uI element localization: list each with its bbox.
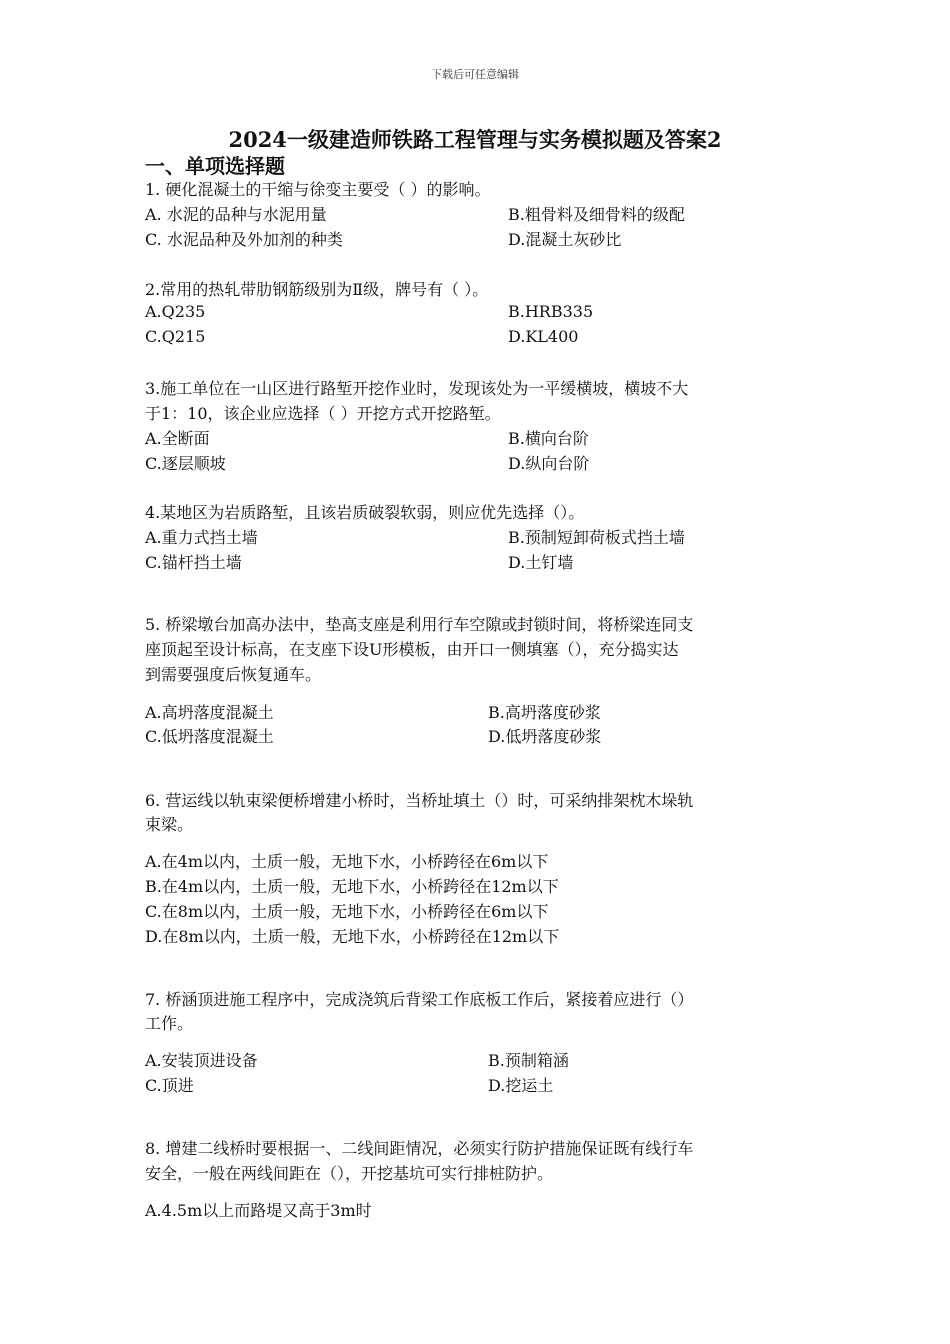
section-heading: 一、单项选择题: [145, 154, 285, 178]
document-title: 2024一级建造师铁路工程管理与实务模拟题及答案2: [228, 127, 722, 152]
question-5-stem-line-2: 座顶起至设计标高，在支座下设U形模板，由开口一侧填塞（），充分捣实达: [145, 640, 679, 659]
question-4-option-b: B.预制短卸荷板式挡土墙: [508, 528, 685, 547]
question-8-option-a: A.4.5m以上而路堤又高于3m时: [145, 1201, 372, 1220]
question-1-option-c: C. 水泥品种及外加剂的种类: [145, 230, 343, 249]
question-7-stem-line-2: 工作。: [145, 1014, 194, 1033]
question-3-option-c: C.逐层顺坡: [145, 454, 226, 473]
question-6-option-d: D.在8m以内，土质一般，无地下水，小桥跨径在12m以下: [145, 927, 560, 946]
question-1-stem: 1. 硬化混凝土的干缩与徐变主要受（ ）的影响。: [145, 180, 491, 199]
question-4-option-a: A.重力式挡土墙: [145, 528, 258, 547]
question-5-option-d: D.低坍落度砂浆: [488, 727, 602, 746]
question-6-option-a: A.在4m以内，土质一般，无地下水，小桥跨径在6m以下: [145, 852, 549, 871]
question-7-stem-line-1: 7. 桥涵顶进施工程序中，完成浇筑后背梁工作底板工作后，紧接着应进行（）: [145, 990, 694, 1009]
question-4-option-c: C.锚杆挡土墙: [145, 553, 242, 572]
question-6-stem-line-2: 束梁。: [145, 815, 194, 834]
question-2-option-a: A.Q235: [145, 302, 206, 321]
question-6-option-c: C.在8m以内，土质一般，无地下水，小桥跨径在6m以下: [145, 902, 549, 921]
question-5-option-c: C.低坍落度混凝土: [145, 727, 274, 746]
question-3-stem-line-1: 3.施工单位在一山区进行路堑开挖作业时，发现该处为一平缓横坡，横坡不大: [145, 379, 689, 398]
question-3-option-b: B.横向台阶: [508, 429, 589, 448]
question-2-option-d: D.KL400: [508, 327, 579, 346]
question-5-option-b: B.高坍落度砂浆: [488, 703, 601, 722]
question-2-option-c: C.Q215: [145, 327, 206, 346]
page-header: 下载后可任意编辑: [431, 68, 519, 81]
question-7-option-d: D.挖运土: [488, 1076, 554, 1095]
question-7-option-c: C.顶进: [145, 1076, 194, 1095]
question-3-stem-line-2: 于1：10，该企业应选择（ ）开挖方式开挖路堑。: [145, 404, 501, 423]
question-1-option-d: D.混凝土灰砂比: [508, 230, 622, 249]
question-1-option-a: A. 水泥的品种与水泥用量: [145, 205, 327, 224]
question-7-option-b: B.预制箱涵: [488, 1051, 569, 1070]
question-6-option-b: B.在4m以内，土质一般，无地下水，小桥跨径在12m以下: [145, 877, 559, 896]
question-1-option-b: B.粗骨料及细骨料的级配: [508, 205, 685, 224]
question-2-option-b: B.HRB335: [508, 302, 594, 321]
question-8-stem-line-1: 8. 增建二线桥时要根据一、二线间距情况，必须实行防护措施保证既有线行车: [145, 1139, 694, 1158]
question-4-stem: 4.某地区为岩质路堑，且该岩质破裂软弱，则应优先选择（）。: [145, 503, 585, 522]
question-4-option-d: D.土钉墙: [508, 553, 574, 572]
question-5-stem-line-1: 5. 桥梁墩台加高办法中，垫高支座是利用行车空隙或封锁时间，将桥梁连同支: [145, 615, 694, 634]
question-7-option-a: A.安装顶进设备: [145, 1051, 258, 1070]
question-3-option-d: D.纵向台阶: [508, 454, 590, 473]
question-3-option-a: A.全断面: [145, 429, 210, 448]
question-8-stem-line-2: 安全，一般在两线间距在（），开挖基坑可实行排桩防护。: [145, 1164, 554, 1183]
question-2-stem: 2.常用的热轧带肋钢筋级别为Ⅱ级，牌号有（ ）。: [145, 280, 489, 299]
question-6-stem-line-1: 6. 营运线以轨束梁便桥增建小桥时，当桥址填土（）时，可采纳排架枕木垛轨: [145, 791, 694, 810]
question-5-stem-line-3: 到需要强度后恢复通车。: [145, 665, 322, 684]
question-5-option-a: A.高坍落度混凝土: [145, 703, 274, 722]
